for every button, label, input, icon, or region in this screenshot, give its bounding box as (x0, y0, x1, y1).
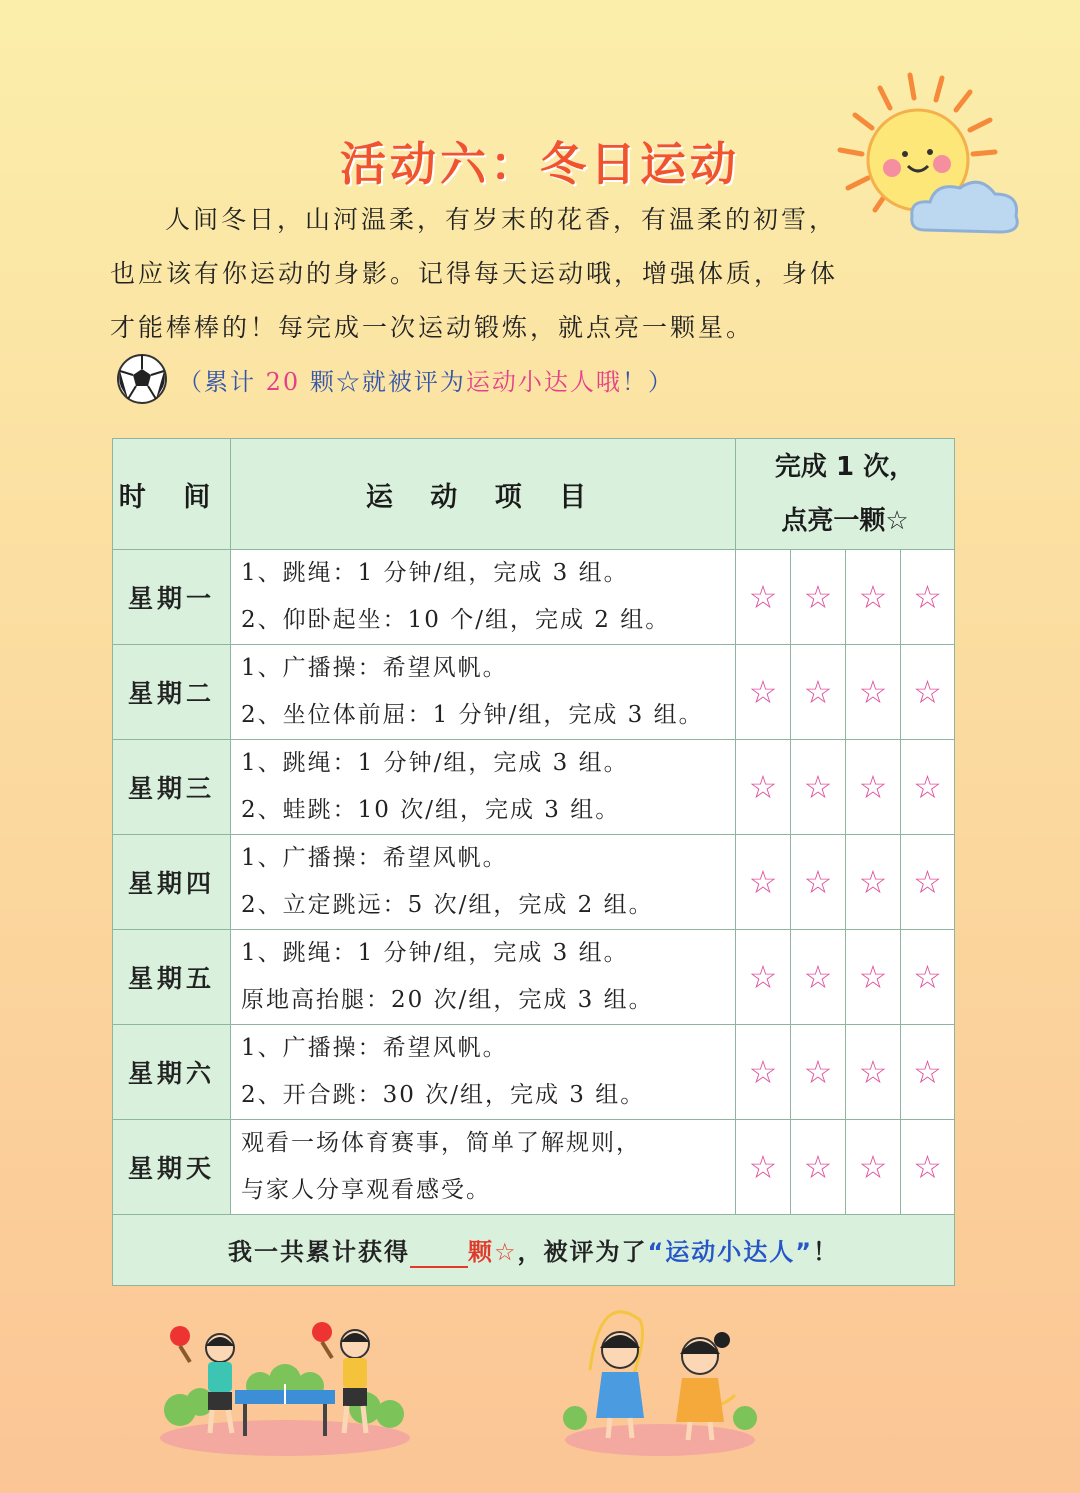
star-checkbox[interactable]: ☆ (901, 645, 955, 740)
star-checkbox[interactable]: ☆ (846, 930, 901, 1025)
star-checkbox[interactable]: ☆ (901, 835, 955, 930)
note-suffix: ！） (621, 368, 674, 396)
star-count-blank[interactable] (410, 1238, 468, 1268)
star-checkbox[interactable]: ☆ (791, 645, 846, 740)
star-checkbox[interactable]: ☆ (791, 550, 846, 645)
day-cell: 星期天 (113, 1120, 231, 1215)
star-checkbox[interactable]: ☆ (736, 645, 791, 740)
activity-cell (231, 740, 736, 835)
day-cell: 星期二 (113, 645, 231, 740)
day-cell: 星期一 (113, 550, 231, 645)
star-checkbox[interactable]: ☆ (901, 1025, 955, 1120)
table-header-row (113, 439, 955, 550)
intro-paragraph (110, 193, 870, 355)
jump-rope-kids-icon (560, 1300, 760, 1460)
soccer-ball-icon (116, 353, 168, 405)
star-checkbox[interactable]: ☆ (846, 645, 901, 740)
star-checkbox[interactable]: ☆ (736, 740, 791, 835)
note-highlight: 运动小达人哦 (465, 368, 622, 396)
header-stars (736, 439, 955, 550)
star-checkbox[interactable]: ☆ (846, 550, 901, 645)
summary-suffix: ！ (813, 1238, 840, 1266)
star-checkbox[interactable]: ☆ (791, 740, 846, 835)
activity-cell (231, 930, 736, 1025)
table-row (113, 1025, 955, 1120)
activity-line: 2、开合跳：30 次/组，完成 3 组。 (241, 1082, 646, 1108)
note-count: 20 (265, 368, 301, 396)
summary-line (113, 1215, 955, 1286)
star-checkbox[interactable]: ☆ (736, 835, 791, 930)
table-row (113, 930, 955, 1025)
table-row (113, 645, 955, 740)
exercise-table (112, 438, 955, 1286)
star-checkbox[interactable]: ☆ (846, 1025, 901, 1120)
activity-line: 2、坐位体前屈：1 分钟/组，完成 3 组。 (241, 702, 704, 728)
intro-line: 人间冬日，山河温柔，有岁末的花香，有温柔的初雪， (165, 205, 838, 234)
star-checkbox[interactable]: ☆ (736, 1120, 791, 1215)
activity-line: 1、跳绳：1 分钟/组，完成 3 组。 (241, 560, 629, 586)
activity-cell (231, 1120, 736, 1215)
activity-line: 1、跳绳：1 分钟/组，完成 3 组。 (241, 940, 629, 966)
summary-middle: ，被评为了 (517, 1238, 648, 1266)
star-checkbox[interactable]: ☆ (791, 835, 846, 930)
activity-line: 1、广播操：希望风帆。 (241, 655, 508, 681)
star-checkbox[interactable]: ☆ (901, 1120, 955, 1215)
day-cell: 星期三 (113, 740, 231, 835)
note-middle: 颗☆就被评为 (300, 368, 466, 396)
activity-line: 1、广播操：希望风帆。 (241, 845, 508, 871)
day-cell: 星期六 (113, 1025, 231, 1120)
table-row (113, 835, 955, 930)
activity-line: 2、立定跳远：5 次/组，完成 2 组。 (241, 892, 654, 918)
day-cell: 星期五 (113, 930, 231, 1025)
star-checkbox[interactable]: ☆ (791, 1120, 846, 1215)
intro-line: 才能棒棒的！每完成一次运动锻炼，就点亮一颗星。 (110, 313, 755, 342)
activity-line: 观看一场体育赛事，简单了解规则， (241, 1130, 641, 1156)
summary-prefix: 我一共累计获得 (227, 1238, 410, 1266)
day-cell: 星期四 (113, 835, 231, 930)
summary-unit: 颗☆ (467, 1238, 518, 1266)
star-checkbox[interactable]: ☆ (791, 1025, 846, 1120)
table-row (113, 1120, 955, 1215)
page-title: 活动六：冬日运动 (340, 137, 740, 191)
star-checkbox[interactable]: ☆ (846, 1120, 901, 1215)
note-prefix: （累计 (178, 368, 266, 396)
activity-cell (231, 1025, 736, 1120)
star-checkbox[interactable]: ☆ (846, 740, 901, 835)
summary-award: “运动小达人” (647, 1238, 814, 1266)
header-stars-line1: 完成 1 次， (774, 452, 916, 482)
table-row (113, 740, 955, 835)
activity-line: 2、仰卧起坐：10 个/组，完成 2 组。 (241, 607, 671, 633)
activity-line: 2、蛙跳：10 次/组，完成 3 组。 (241, 797, 621, 823)
star-checkbox[interactable]: ☆ (791, 930, 846, 1025)
activity-cell (231, 835, 736, 930)
header-time: 时 间 (113, 439, 231, 550)
star-checkbox[interactable]: ☆ (846, 835, 901, 930)
reward-note (178, 362, 674, 397)
table-tennis-kids-icon (150, 1318, 420, 1463)
star-checkbox[interactable]: ☆ (901, 550, 955, 645)
star-checkbox[interactable]: ☆ (901, 740, 955, 835)
star-checkbox[interactable]: ☆ (736, 550, 791, 645)
activity-cell (231, 550, 736, 645)
star-checkbox[interactable]: ☆ (901, 930, 955, 1025)
star-checkbox[interactable]: ☆ (736, 1025, 791, 1120)
activity-cell (231, 645, 736, 740)
header-activity: 运 动 项 目 (231, 439, 736, 550)
table-row (113, 550, 955, 645)
star-checkbox[interactable]: ☆ (736, 930, 791, 1025)
intro-line: 也应该有你运动的身影。记得每天运动哦，增强体质，身体 (110, 259, 839, 288)
activity-line: 原地高抬腿：20 次/组，完成 3 组。 (241, 987, 654, 1013)
activity-line: 与家人分享观看感受。 (241, 1177, 491, 1203)
header-stars-line2: 点亮一颗☆ (781, 506, 909, 536)
table-footer-row (113, 1215, 955, 1286)
activity-line: 1、跳绳：1 分钟/组，完成 3 组。 (241, 750, 629, 776)
activity-line: 1、广播操：希望风帆。 (241, 1035, 508, 1061)
